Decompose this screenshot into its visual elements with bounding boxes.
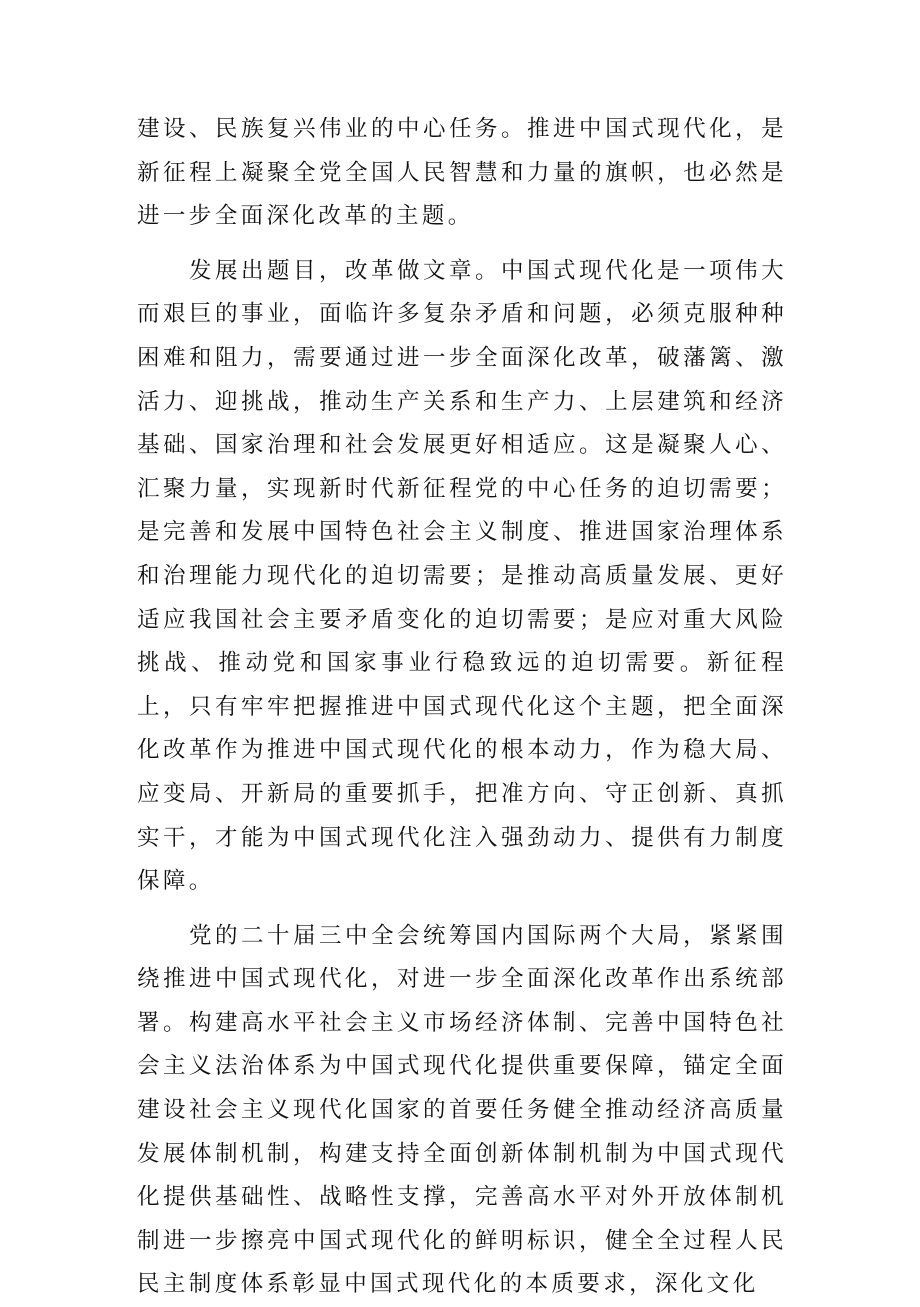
- document-page: [137, 108, 787, 1307]
- paragraph-1: 建设、民族复兴伟业的中心任务。推进中国式现代化，是新征程上凝聚全党全国人民智慧和力量的旗帜，也必然是进一步全面深化改革的主题。: [137, 116, 787, 230]
- paragraph-2: 发展出题目，改革做文章。中国式现代化是一项伟大而艰巨的事业，面临许多复杂矛盾和问题，必须克服种种困难和阻力，需要通过进一步全面深化改革，破藩篱、激活力、迎挑战，推动生产关系和生产力、上层建筑和经济基础、国家治理和社会发展更好相适应。这是凝聚人心、汇聚力量，实现新时代新征程党的中心任务的迫切需要；是完善和发展中国特色社会主义制度、推进国家治理体系和治理能力现代化的迫切需要；是推动高质量发展、更好适应我国社会主要矛盾变化的迫切需要；是应对重大风险挑战、推动党和国家事业行稳致远的迫切需要。新征程上，只有牢牢把握推进中国式现代化这个主题，把全面深化改革作为推进中国式现代化的根本动力，作为稳大局、应变局、开新局的重要抓手，把准方向、守正创新、真抓实干，才能为中国式现代化注入强劲动力、提供有力制度保障。: [137, 257, 787, 895]
- paragraph-3: 党的二十届三中全会统筹国内国际两个大局，紧紧围绕推进中国式现代化，对进一步全面深化改革作出系统部署。构建高水平社会主义市场经济体制、完善中国特色社会主义法治体系为中国式现代化提供重要保障，锚定全面建设社会主义现代化国家的首要任务健全推动经济高质量发展体制机制，构建支持全面创新体制机制为中国式现代化提供基础性、战略性支撑，完善高水平对外开放体制机制进一步擦亮中国式现代化的鲜明标识，健全全过程人民民主制度体系彰显中国式现代化的本质要求，深化文化: [137, 922, 787, 1298]
